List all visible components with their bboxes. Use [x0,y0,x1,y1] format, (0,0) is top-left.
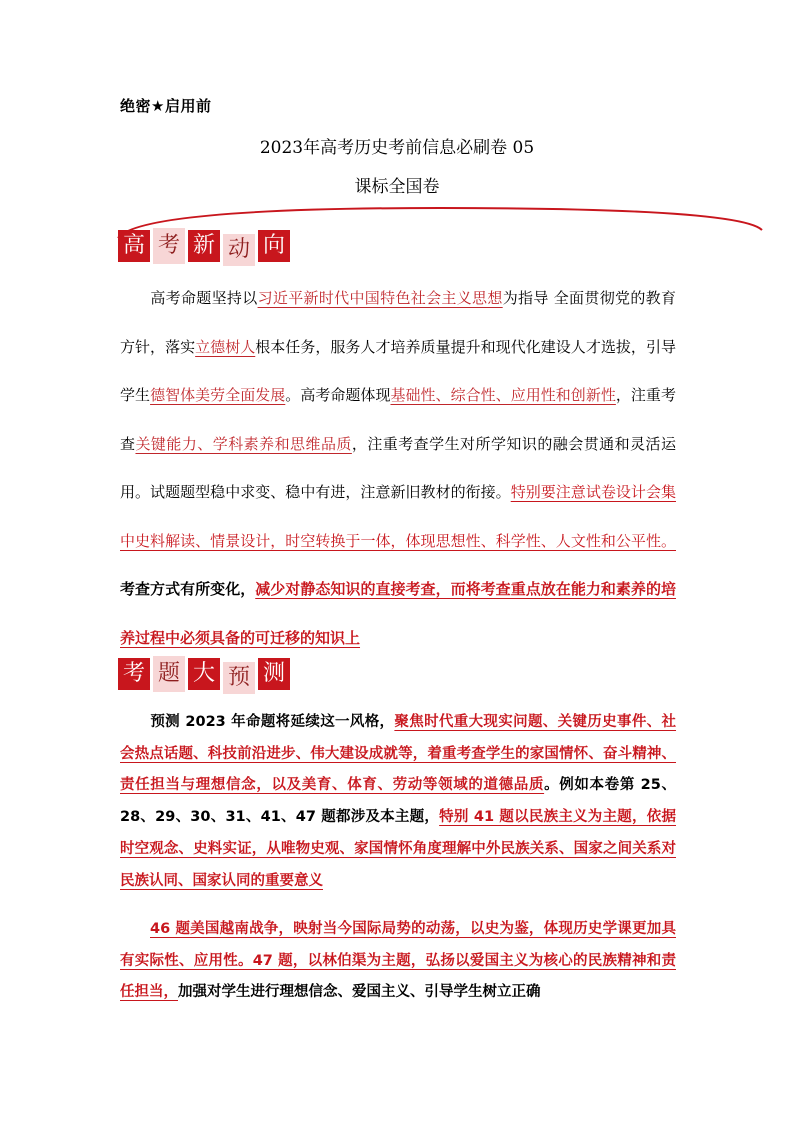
banner-char: 大 [188,658,220,690]
banner-char: 高 [118,230,150,262]
text-run: 。高考命题体现 [285,386,391,404]
banner-char: 考 [118,658,150,690]
text-run: ，注重考查 [120,386,676,453]
section-banner-trends [118,230,290,266]
text-run: 根本任务，服务人才培养质量提升和现代化建设人才选拔，引导学生 [120,337,676,404]
confidential-label: 绝密★启用前 [120,97,212,115]
text-run: 。例如本卷第 25、28、29、30、31、41、47 题都涉及本主题， [120,777,676,826]
text-run: 高考命题坚持以 [150,289,258,307]
page-subtitle: 课标全国卷 [354,177,440,197]
text-run: 预测 2023 年命题将延续这一风格， [150,714,395,730]
banner-char: 测 [258,658,290,690]
text-run: ，注重考查学生对所学知识的融会贯通和灵活运用。试题题型稳中求变、稳中有进，注意新旧教材的衔接。 [120,434,676,501]
banner-char: 题 [153,656,185,692]
banner-char: 动 [223,234,255,266]
text-run: 特别 41 题以民族主义为主题，依据时空观念、史料实证，从唯物史观、家国情怀角度理解中外民族关系、国家之间关系对民族认同、国家认同的重要意义 [120,809,676,889]
forecast-paragraph-2 [120,914,676,1009]
text-run: 德智体美劳全面发展 [150,386,286,404]
banner-char: 新 [188,230,220,262]
trends-paragraph [120,274,676,662]
text-run: 特别要注意试卷设计会集中史料解读、情景设计，时空转换于一体，体现思想性、科学性、人文性和公平性。 [120,483,676,550]
banner-char: 向 [258,230,290,262]
text-run: 46 题美国越南战争，映射当今国际局势的动荡，以史为鉴，体现历史学课更加具有实际性、应用性。47 题，以林伯渠为主题，弘扬以爱国主义为核心的民族精神和责任担当， [120,921,676,1001]
text-run: 关键能力、学科素养和思维品质 [135,434,352,453]
text-run: 聚焦时代重大现实问题、关键历史事件、社会热点话题、科技前沿进步、伟大建设成就等，着重考查学生的家国情怀、奋斗精神、责任担当与理想信念，以及美育、体育、劳动等领域的道德品质 [120,714,677,794]
section-banner-forecast [118,658,290,694]
banner-char: 预 [223,662,255,694]
text-run: 考查方式有所变化， [120,580,256,598]
text-run: 基础性、综合性、应用性和创新性 [390,386,616,404]
text-run: 加强对学生进行理想信念、爱国主义、引导学生树立正确 [178,984,541,1001]
text-run: 立德树人 [195,337,256,356]
banner-char: 考 [153,228,185,264]
text-run: 为指导 全面贯彻党的教育方针，落实 [120,289,676,356]
text-run: 减少对静态知识的直接考查，而将考查重点放在能力和素养的培养过程中必须具备的可迁移的知识上 [120,580,676,647]
forecast-paragraph-1 [120,707,676,897]
text-run: 习近平新时代中国特色社会主义思想 [257,289,503,307]
page-title: 2023年高考历史考前信息必刷卷 05 [259,138,535,158]
